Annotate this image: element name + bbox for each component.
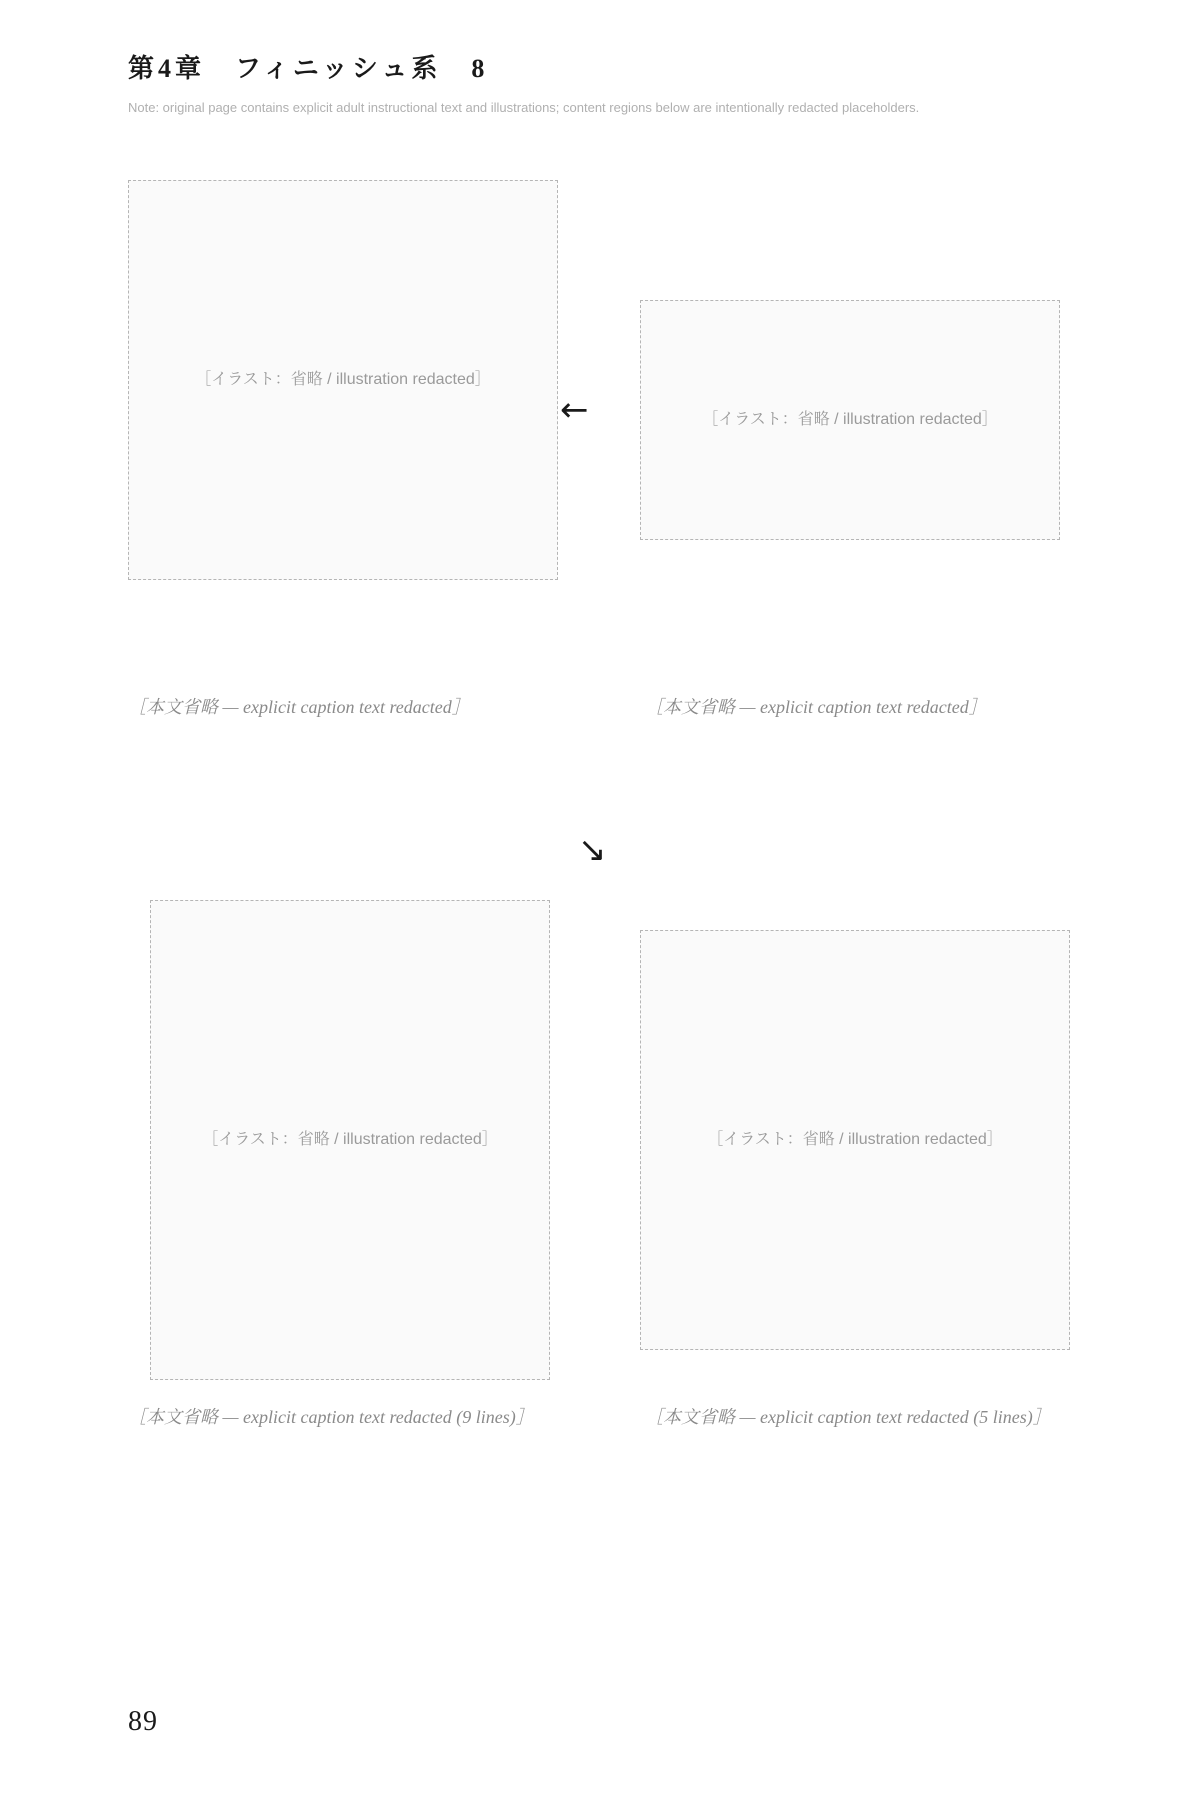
figure-top-right: ［イラスト：省略 / illustration redacted］	[640, 300, 1060, 540]
figure-bottom-left: ［イラスト：省略 / illustration redacted］	[150, 900, 550, 1380]
chapter-header: 第4章 フィニッシュ系 8	[128, 54, 489, 83]
figure-top-left: ［イラスト：省略 / illustration redacted］	[128, 180, 558, 580]
down-right-arrow-icon: ↘	[578, 830, 607, 870]
caption-upper-right: ［本文省略 — explicit caption text redacted］	[645, 697, 987, 717]
caption-upper-left: ［本文省略 — explicit caption text redacted］	[128, 697, 470, 717]
left-arrow-icon: ←	[560, 390, 589, 430]
page-number: 89	[128, 1706, 158, 1737]
caption-lower-left: ［本文省略 — explicit caption text redacted (9 lines)］	[128, 1407, 534, 1427]
figure-bottom-right: ［イラスト：省略 / illustration redacted］	[640, 930, 1070, 1350]
redaction-note: Note: original page contains explicit adult instructional text and illustrations; content regions below are intentionally redacted placeholders.	[128, 100, 920, 115]
caption-lower-right: ［本文省略 — explicit caption text redacted (5 lines)］	[645, 1407, 1051, 1427]
